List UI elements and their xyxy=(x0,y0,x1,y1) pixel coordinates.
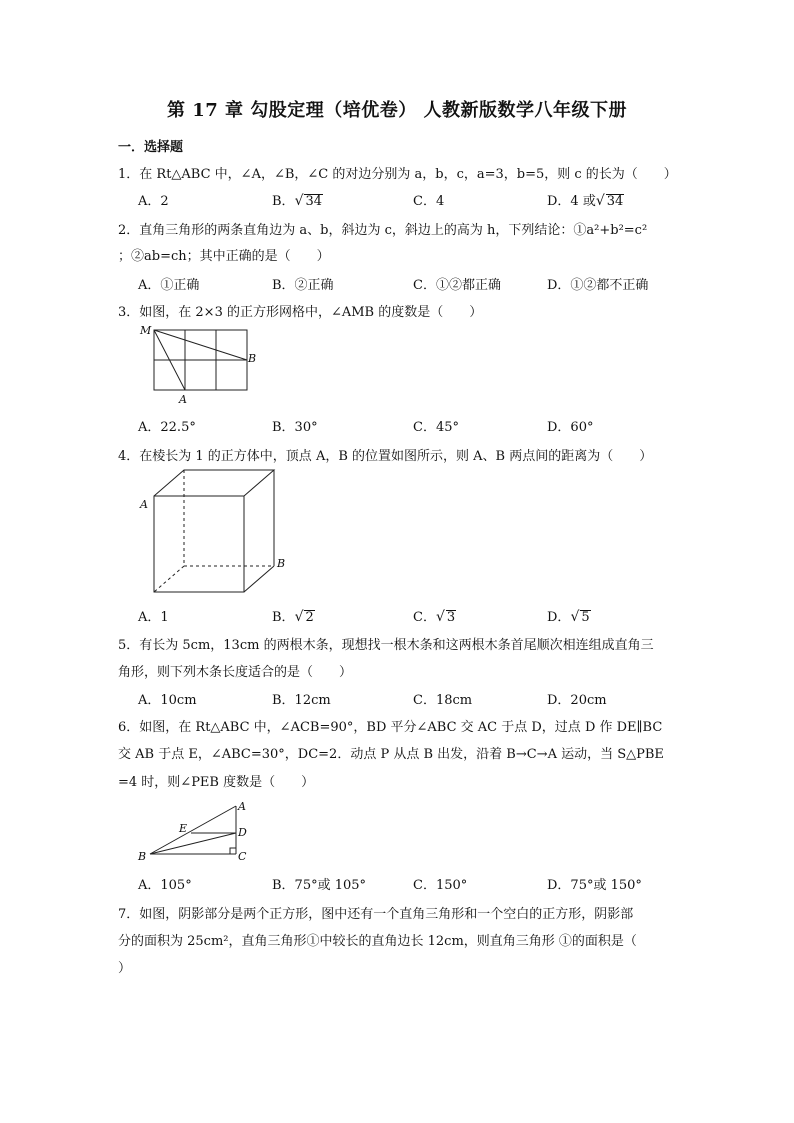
q5-option-d: D．20cm xyxy=(547,693,607,708)
q6-option-b: B．75°或 105° xyxy=(272,878,367,893)
question-4-text: 4．在棱长为 1 的正方体中，顶点 A，B 的位置如图所示，则 A、B 两点间的距离为（ ） xyxy=(118,449,653,464)
q4-option-b-label: B． xyxy=(272,610,295,625)
q4-option-c-radicand: 3 xyxy=(446,610,456,625)
q3-option-b: B．30° xyxy=(272,420,318,435)
question-7-text-line2: 分的面积为 25cm²，直角三角形①中较长的直角边长 12cm，则直角三角形 ①的面积是（ xyxy=(118,934,637,949)
q4-option-c: C．√ 3 xyxy=(413,609,456,625)
q4-option-b-radicand: 2 xyxy=(305,610,314,625)
q4-option-d: D．√ 5 xyxy=(547,609,590,625)
q3-grid-figure xyxy=(136,322,266,406)
q6-label-c: C xyxy=(238,850,247,863)
q3-option-a: A．22.5° xyxy=(138,420,196,435)
q1-option-d-radicand: 34 xyxy=(606,194,624,209)
q2-option-b: B．②正确 xyxy=(272,278,334,293)
question-1-text: 1．在 Rt△ABC 中，∠A，∠B，∠C 的对边分别为 a，b，c，a=3，b=5，则 c 的长为（ ） xyxy=(118,167,677,182)
q1-option-b: B．√ 34 xyxy=(272,193,323,209)
q4-label-a: A xyxy=(140,498,148,511)
q6-option-c: C．150° xyxy=(413,878,468,893)
q6-label-a: A xyxy=(238,800,246,813)
q1-option-d: D．4 或√ 34 xyxy=(547,193,624,209)
q6-option-a: A．105° xyxy=(138,878,192,893)
q4-cube-figure xyxy=(136,466,296,600)
q1-option-c: C．4 xyxy=(413,194,445,209)
q2-option-a: A．①正确 xyxy=(138,278,200,293)
q3-label-m: M xyxy=(140,324,152,337)
q5-option-a: A．10cm xyxy=(138,693,197,708)
question-7-text-line3: ） xyxy=(118,961,132,976)
q6-triangle-figure xyxy=(136,796,266,866)
question-5-text-line2: 角形，则下列木条长度适合的是（ ） xyxy=(118,665,353,680)
question-7-text: 7．如图，阴影部分是两个正方形，图中还有一个直角三角形和一个空白的正方形，阴影部 xyxy=(118,907,634,922)
q3-label-a: A xyxy=(179,393,187,406)
question-6-text: 6．如图，在 Rt△ABC 中，∠ACB=90°，BD 平分∠ABC 交 AC 于点 D，过点 D 作 DE∥BC xyxy=(118,720,663,735)
q4-option-b: B．√ 2 xyxy=(272,609,314,625)
question-5-text: 5．有长为 5cm，13cm 的两根木条，现想找一根木条和这两根木条首尾顺次相连组成直角三 xyxy=(118,638,654,653)
question-6-text-line3: =4 时，则∠PEB 度数是（ ） xyxy=(118,775,315,790)
q6-option-d: D．75°或 150° xyxy=(547,878,642,893)
q6-label-e: E xyxy=(179,822,188,835)
q3-option-c: C．45° xyxy=(413,420,459,435)
q4-option-d-label: D． xyxy=(547,610,571,625)
question-2-text: 2．直角三角形的两条直角边为 a、b，斜边为 c，斜边上的高为 h，下列结论：①a²+b²=c² xyxy=(118,223,648,238)
page-title: 第 17 章 勾股定理（培优卷） 人教新版数学八年级下册 xyxy=(166,100,628,121)
q4-option-c-label: C． xyxy=(413,610,436,625)
question-6-text-line2: 交 AB 于点 E，∠ABC=30°，DC=2．动点 P 从点 B 出发，沿着 B→C→A 运动，当 S△PBE xyxy=(118,747,664,762)
q2-option-d: D．①②都不正确 xyxy=(547,278,649,293)
question-2-text-line2: ；②ab=ch；其中正确的是（ ） xyxy=(118,249,330,264)
q4-option-d-radicand: 5 xyxy=(581,610,590,625)
q5-option-c: C．18cm xyxy=(413,693,473,708)
q3-label-b: B xyxy=(248,352,257,365)
q1-option-b-radicand: 34 xyxy=(305,194,323,209)
q1-option-b-label: B． xyxy=(272,194,295,209)
q6-label-d: D xyxy=(238,826,247,839)
q6-label-b: B xyxy=(138,850,147,863)
section-heading: 一．选择题 xyxy=(118,140,184,155)
q1-option-d-label: D．4 或 xyxy=(547,194,596,209)
q4-option-a: A．1 xyxy=(138,610,169,625)
q3-option-d: D．60° xyxy=(547,420,594,435)
q4-label-b: B xyxy=(277,557,286,570)
question-3-text: 3．如图，在 2×3 的正方形网格中，∠AMB 的度数是（ ） xyxy=(118,305,483,320)
q2-option-c: C．①②都正确 xyxy=(413,278,501,293)
q1-option-a: A．2 xyxy=(138,194,169,209)
q5-option-b: B．12cm xyxy=(272,693,331,708)
